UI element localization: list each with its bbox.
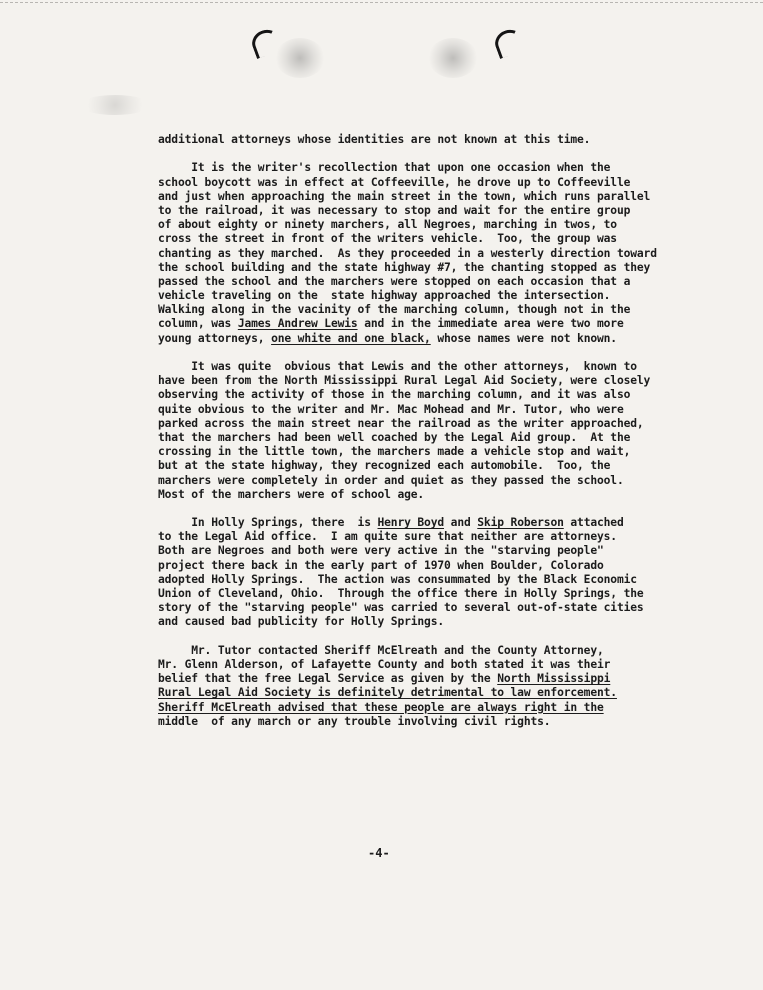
text-line <box>158 374 698 388</box>
text-line <box>158 275 698 289</box>
text-segment: have been from the North Mississippi Rural Legal Aid Society, were closely <box>158 374 651 388</box>
underlined-text: North Mississippi <box>497 672 611 686</box>
text-line <box>158 133 698 147</box>
text-segment: to the Legal Aid office. I am quite sure that neither are attorneys. <box>158 530 617 544</box>
text-segment: Most of the marchers were of school age. <box>158 487 425 501</box>
text-line <box>158 403 698 417</box>
text-segment: marchers were completely in order and quiet as they passed the school. <box>158 473 624 487</box>
text-line <box>158 218 698 232</box>
text-line <box>158 190 698 204</box>
text-line <box>158 204 698 218</box>
text-line <box>158 360 698 374</box>
text-segment: In Holly Springs, there is <box>158 516 378 530</box>
text-line <box>158 445 698 459</box>
paragraph-1 <box>158 133 698 147</box>
paragraph-2 <box>158 161 698 345</box>
text-line <box>158 601 698 615</box>
scan-smudge <box>80 95 150 115</box>
page-number: -4- <box>368 846 390 860</box>
scan-smudge <box>275 38 325 78</box>
text-segment: the school building and the state highway #7, the chanting stopped as they <box>158 260 651 274</box>
text-line <box>158 388 698 402</box>
text-segment: Union of Cleveland, Ohio. Through the office there in Holly Springs, the <box>158 587 644 600</box>
paragraph-4 <box>158 516 698 630</box>
text-segment: Mr. Glenn Alderson, of Lafayette County and both stated it was their <box>158 657 611 671</box>
text-segment: crossing in the little town, the marchers made a vehicle stop and wait, <box>158 445 631 459</box>
text-segment: Both are Negroes and both were very active in the "starving people" <box>158 544 604 558</box>
paragraph-5 <box>158 644 698 729</box>
text-line <box>158 261 698 275</box>
text-segment: cross the street in front of the writers vehicle. Too, the group was <box>158 232 617 246</box>
text-segment: and in the immediate area were two more <box>357 317 624 331</box>
text-segment: of about eighty or ninety marchers, all Negroes, marching in twos, to <box>158 218 617 232</box>
text-segment: column, was <box>158 317 238 331</box>
text-segment: It was quite obvious that Lewis and the other attorneys, known to <box>158 360 637 373</box>
text-segment: adopted Holly Springs. The action was consummated by the Black Economic <box>158 572 637 586</box>
text-segment: vehicle traveling on the state highway approached the intersection. <box>158 289 611 303</box>
text-segment: chanting as they marched. As they proceeded in a westerly direction toward <box>158 246 657 260</box>
text-segment: to the railroad, it was necessary to stop and wait for the entire group <box>158 203 631 217</box>
text-line <box>158 488 698 502</box>
text-line <box>158 417 698 431</box>
text-line <box>158 530 698 544</box>
text-line <box>158 232 698 246</box>
text-segment: project there back in the early part of 1970 when Boulder, Colorado <box>158 558 604 572</box>
text-segment: Walking along in the vacinity of the marching column, though not in the <box>158 303 631 317</box>
text-segment: passed the school and the marchers were stopped on each occasion that a <box>158 274 631 288</box>
text-segment: quite obvious to the writer and Mr. Mac Mohead and Mr. Tutor, who were <box>158 402 624 416</box>
underlined-text: Skip Roberson <box>477 516 564 530</box>
text-line <box>158 701 698 715</box>
text-line <box>158 672 698 686</box>
text-segment: Mr. Tutor contacted Sheriff McElreath and the County Attorney, <box>158 643 604 657</box>
text-segment: but at the state highway, they recognized each automobile. Too, the <box>158 459 611 473</box>
text-line <box>158 431 698 445</box>
text-segment: attached <box>563 516 624 530</box>
text-segment: parked across the main street near the railroad as the writer approached, <box>158 416 644 430</box>
underlined-text: Henry Boyd <box>377 516 445 530</box>
text-segment: middle of any march or any trouble involving civil rights. <box>158 714 551 728</box>
underlined-text: Rural Legal Aid Society is definitely detrimental to law enforcement. <box>158 686 617 700</box>
text-segment: that the marchers had been well coached by the Legal Aid group. At the <box>158 430 631 444</box>
text-line <box>158 587 698 601</box>
text-segment: and <box>444 516 478 530</box>
document-body <box>158 133 698 729</box>
scan-smudge <box>428 38 478 78</box>
text-line <box>158 474 698 488</box>
text-line <box>158 332 698 346</box>
text-segment: It is the writer's recollection that upon one occasion when the <box>158 161 611 175</box>
text-line <box>158 161 698 175</box>
text-segment: story of the "starving people" was carried to several out-of-state cities <box>158 601 644 615</box>
text-segment: and just when approaching the main street in the town, which runs parallel <box>158 189 651 203</box>
text-line <box>158 317 698 331</box>
text-segment: young attorneys, <box>158 331 272 345</box>
underlined-text: one white and one black, <box>271 331 431 345</box>
text-segment: school boycott was in effect at Coffeeville, he drove up to Coffeeville <box>158 175 631 189</box>
text-segment: and caused bad publicity for Holly Springs. <box>158 615 445 629</box>
text-line <box>158 573 698 587</box>
text-line <box>158 715 698 729</box>
text-segment: whose names were not known. <box>430 331 617 345</box>
text-line <box>158 459 698 473</box>
underlined-text: James Andrew Lewis <box>237 317 358 331</box>
text-line <box>158 559 698 573</box>
text-line <box>158 303 698 317</box>
underlined-text: Sheriff McElreath advised that these people are always right in the <box>158 700 604 714</box>
text-line <box>158 658 698 672</box>
punch-hole-mark-right <box>492 26 527 59</box>
top-border <box>0 2 763 3</box>
text-line <box>158 289 698 303</box>
text-segment: observing the activity of those in the marching column, and it was also <box>158 388 631 402</box>
text-line <box>158 176 698 190</box>
text-segment: additional attorneys whose identities are not known at this time. <box>158 133 591 146</box>
text-segment: belief that the free Legal Service as given by the <box>158 672 498 686</box>
text-line <box>158 544 698 558</box>
text-line <box>158 247 698 261</box>
paragraph-3 <box>158 360 698 502</box>
text-line <box>158 644 698 658</box>
text-line <box>158 615 698 629</box>
text-line <box>158 686 698 700</box>
text-line <box>158 516 698 530</box>
